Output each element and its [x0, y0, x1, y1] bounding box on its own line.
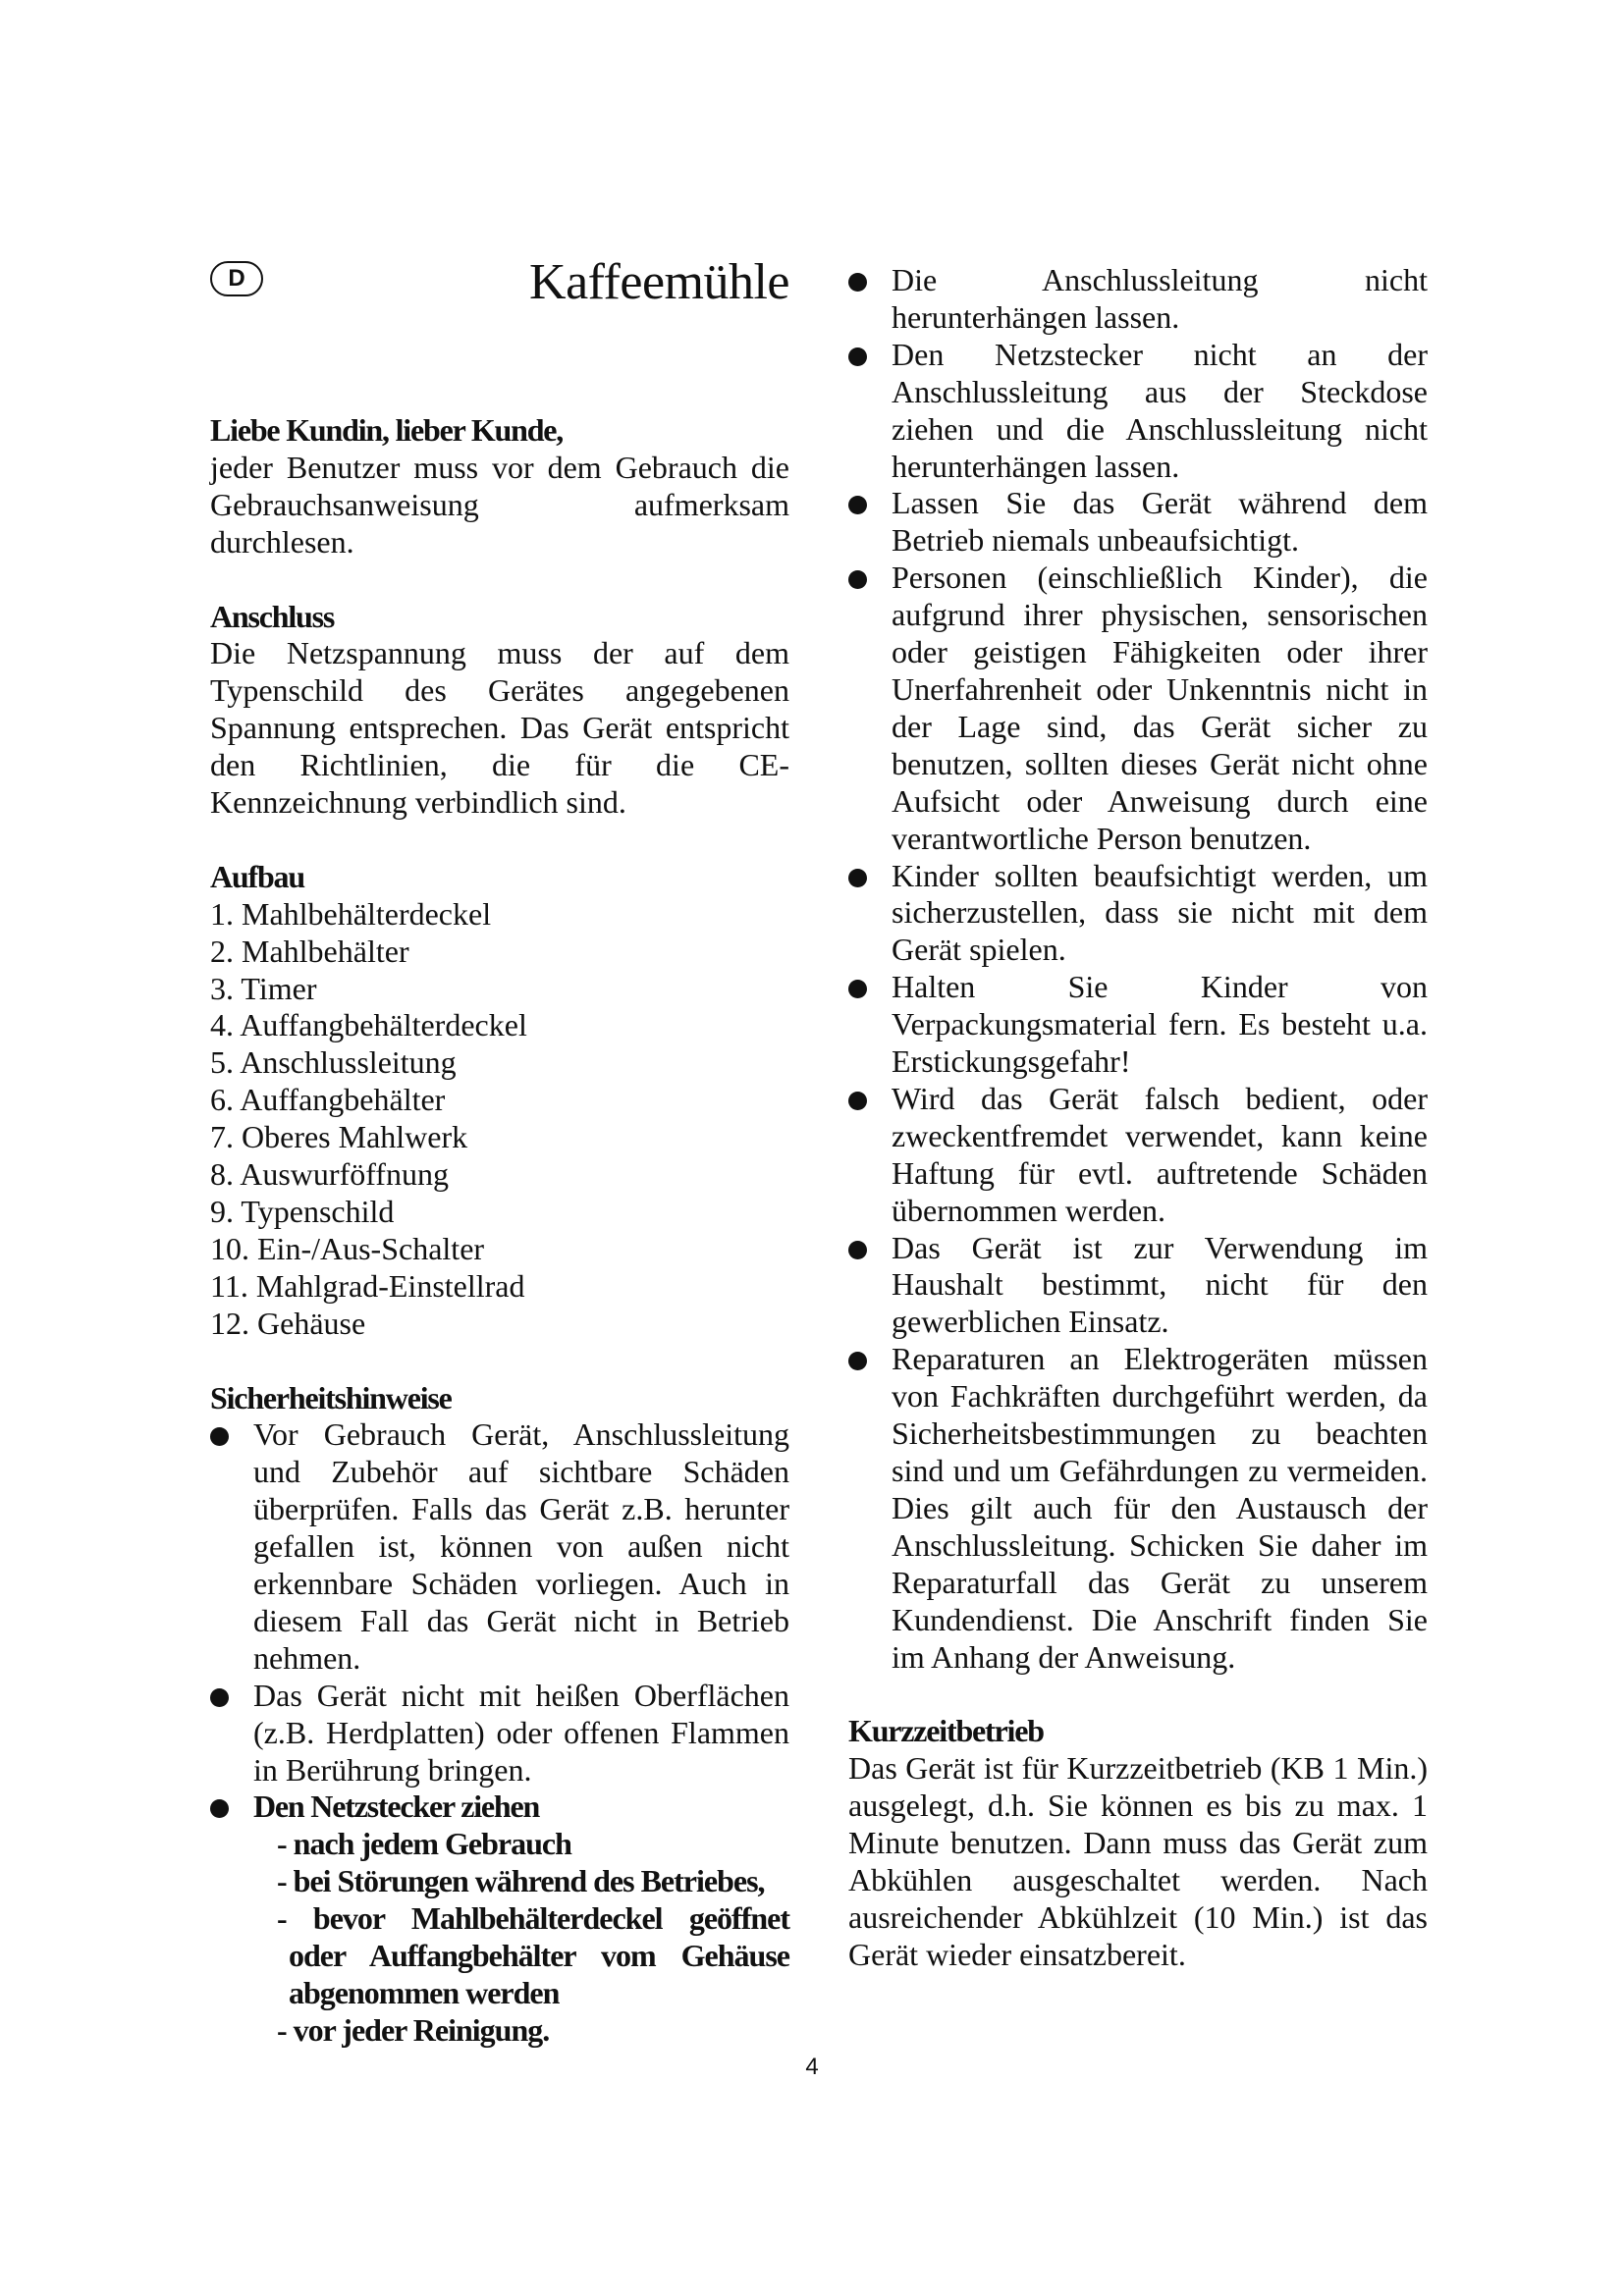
safety-list-left: [210, 1416, 789, 2049]
kurzzeit-text: Das Gerät ist für Kurzzeitbetrieb (KB 1 Min.) ausgelegt, d.h. Sie können es bis zu max. 1 Minute benutzen. Dann muss das Gerät zum Abkühlen ausgeschaltet werden. Nach ausreichender Abkühlzeit (10 Min.) ist das Gerät wieder einsatzbereit.: [848, 1750, 1428, 1972]
plug-subitem: - vor jeder Reinigung.: [277, 2011, 550, 2048]
aufbau-item: 1. Mahlbehälterdeckel: [210, 895, 492, 932]
aufbau-item: 7. Oberes Mahlwerk: [210, 1119, 468, 1155]
safety-bullet: Personen (einschließlich Kinder), die aufgrund ihrer physischen, sensorischen oder geistigen Fähigkeiten oder ihrer Unerfahrenheit oder Unkenntnis nicht in der Lage sind, das Gerät sicher zu benutzen, sollten dieses Gerät nicht ohne Aufsicht oder Anweisung durch eine verantwortliche Person benutzen.: [848, 560, 1428, 857]
aufbau-item: 2. Mahlbehälter: [210, 933, 409, 969]
plug-subitem: - nach jedem Gebrauch: [277, 1826, 571, 1862]
safety-bullet: Halten Sie Kinder von Verpackungsmaterial fern. Es besteht u.a. Erstickungsgefahr!: [848, 969, 1428, 1081]
right-column: [848, 262, 1428, 1974]
safety-bullet: Wird das Gerät falsch bedient, oder zweckentfremdet verwendet, kann keine Haftung für evtl. auftretende Schäden übernommen werden.: [848, 1081, 1428, 1230]
safety-bullet: Den Netzstecker nicht an der Anschlussleitung aus der Steckdose ziehen und die Anschlussleitung nicht herunterhängen lassen.: [848, 337, 1428, 486]
aufbau-item: 8. Auswurföffnung: [210, 1156, 449, 1193]
left-column: [210, 412, 789, 2050]
plug-subitem: - bei Störungen während des Betriebes,: [277, 1863, 765, 1899]
anschluss-heading: Anschluss: [210, 598, 335, 634]
plug-sublist: [253, 1826, 789, 2049]
page-number: 4: [805, 2054, 819, 2080]
safety-bullet: Das Gerät ist zur Verwendung im Haushalt bestimmt, nicht für den gewerblichen Einsatz.: [848, 1230, 1428, 1342]
plug-heading: Den Netzstecker ziehen: [253, 1789, 540, 1825]
safety-list-right: [848, 262, 1428, 1676]
aufbau-item: 4. Auffangbehälterdeckel: [210, 1007, 527, 1043]
aufbau-item: 6. Auffangbehälter: [210, 1082, 446, 1118]
safety-bullet: Kinder sollten beaufsichtigt werden, um sicherzustellen, dass sie nicht mit dem Gerät spielen.: [848, 858, 1428, 970]
safety-bullet: Vor Gebrauch Gerät, Anschlussleitung und Zubehör auf sichtbare Schäden überprüfen. Falls das Gerät z.B. herunter gefallen ist, können von außen nicht erkennbare Schäden vorliegen. Auch in diesem Fall das Gerät nicht in Betrieb nehmen.: [210, 1416, 789, 1677]
aufbau-heading: Aufbau: [210, 858, 304, 894]
aufbau-item: 11. Mahlgrad-Einstellrad: [210, 1267, 525, 1304]
kurzzeit-heading: Kurzzeitbetrieb: [848, 1713, 1044, 1749]
greeting-heading: Liebe Kundin, lieber Kunde,: [210, 412, 564, 448]
aufbau-item: 9. Typenschild: [210, 1194, 395, 1229]
safety-heading: Sicherheitshinweise: [210, 1379, 452, 1415]
aufbau-item: 5. Anschlussleitung: [210, 1044, 457, 1081]
safety-bullet: Reparaturen an Elektrogeräten müssen von Fachkräften durchgeführt werden, da Sicherheitsbestimmungen zu beachten sind und um Gefährdungen zu vermeiden. Dies gilt auch für den Austausch der Anschlussleitung. Schicken Sie daher im Reparaturfall das Gerät zu unserem Kundendienst. Die Anschrift finden Sie im Anhang der Anweisung.: [848, 1341, 1428, 1676]
safety-bullet: Das Gerät nicht mit heißen Oberflächen (z.B. Herdplatten) oder offenen Flammen in Berührung bringen.: [210, 1678, 789, 1789]
safety-bullet: Die Anschlussleitung nicht herunterhängen lassen.: [848, 262, 1428, 337]
safety-bullet-plug: [210, 1789, 789, 2049]
aufbau-list: [210, 896, 789, 1343]
greeting-text: jeder Benutzer muss vor dem Gebrauch die Gebrauchsanweisung aufmerksam durchlesen.: [210, 449, 789, 560]
language-badge: D: [210, 261, 263, 296]
anschluss-text: Die Netzspannung muss der auf dem Typenschild des Gerätes angegebenen Spannung entsprechen. Das Gerät entspricht den Richtlinien, die für die CE-Kennzeichnung verbindlich sind.: [210, 635, 789, 821]
safety-bullet: Lassen Sie das Gerät während dem Betrieb niemals unbeaufsichtigt.: [848, 485, 1428, 560]
aufbau-item: 3. Timer: [210, 970, 317, 1006]
page-title: Kaffeemühle: [529, 254, 789, 310]
aufbau-item: 10. Ein-/Aus-Schalter: [210, 1230, 485, 1266]
plug-subitem: - bevor Mahlbehälterdeckel geöffnet oder Auffangbehälter vom Gehäuse abgenommen werden: [277, 1900, 789, 2011]
aufbau-item: 12. Gehäuse: [210, 1305, 366, 1341]
